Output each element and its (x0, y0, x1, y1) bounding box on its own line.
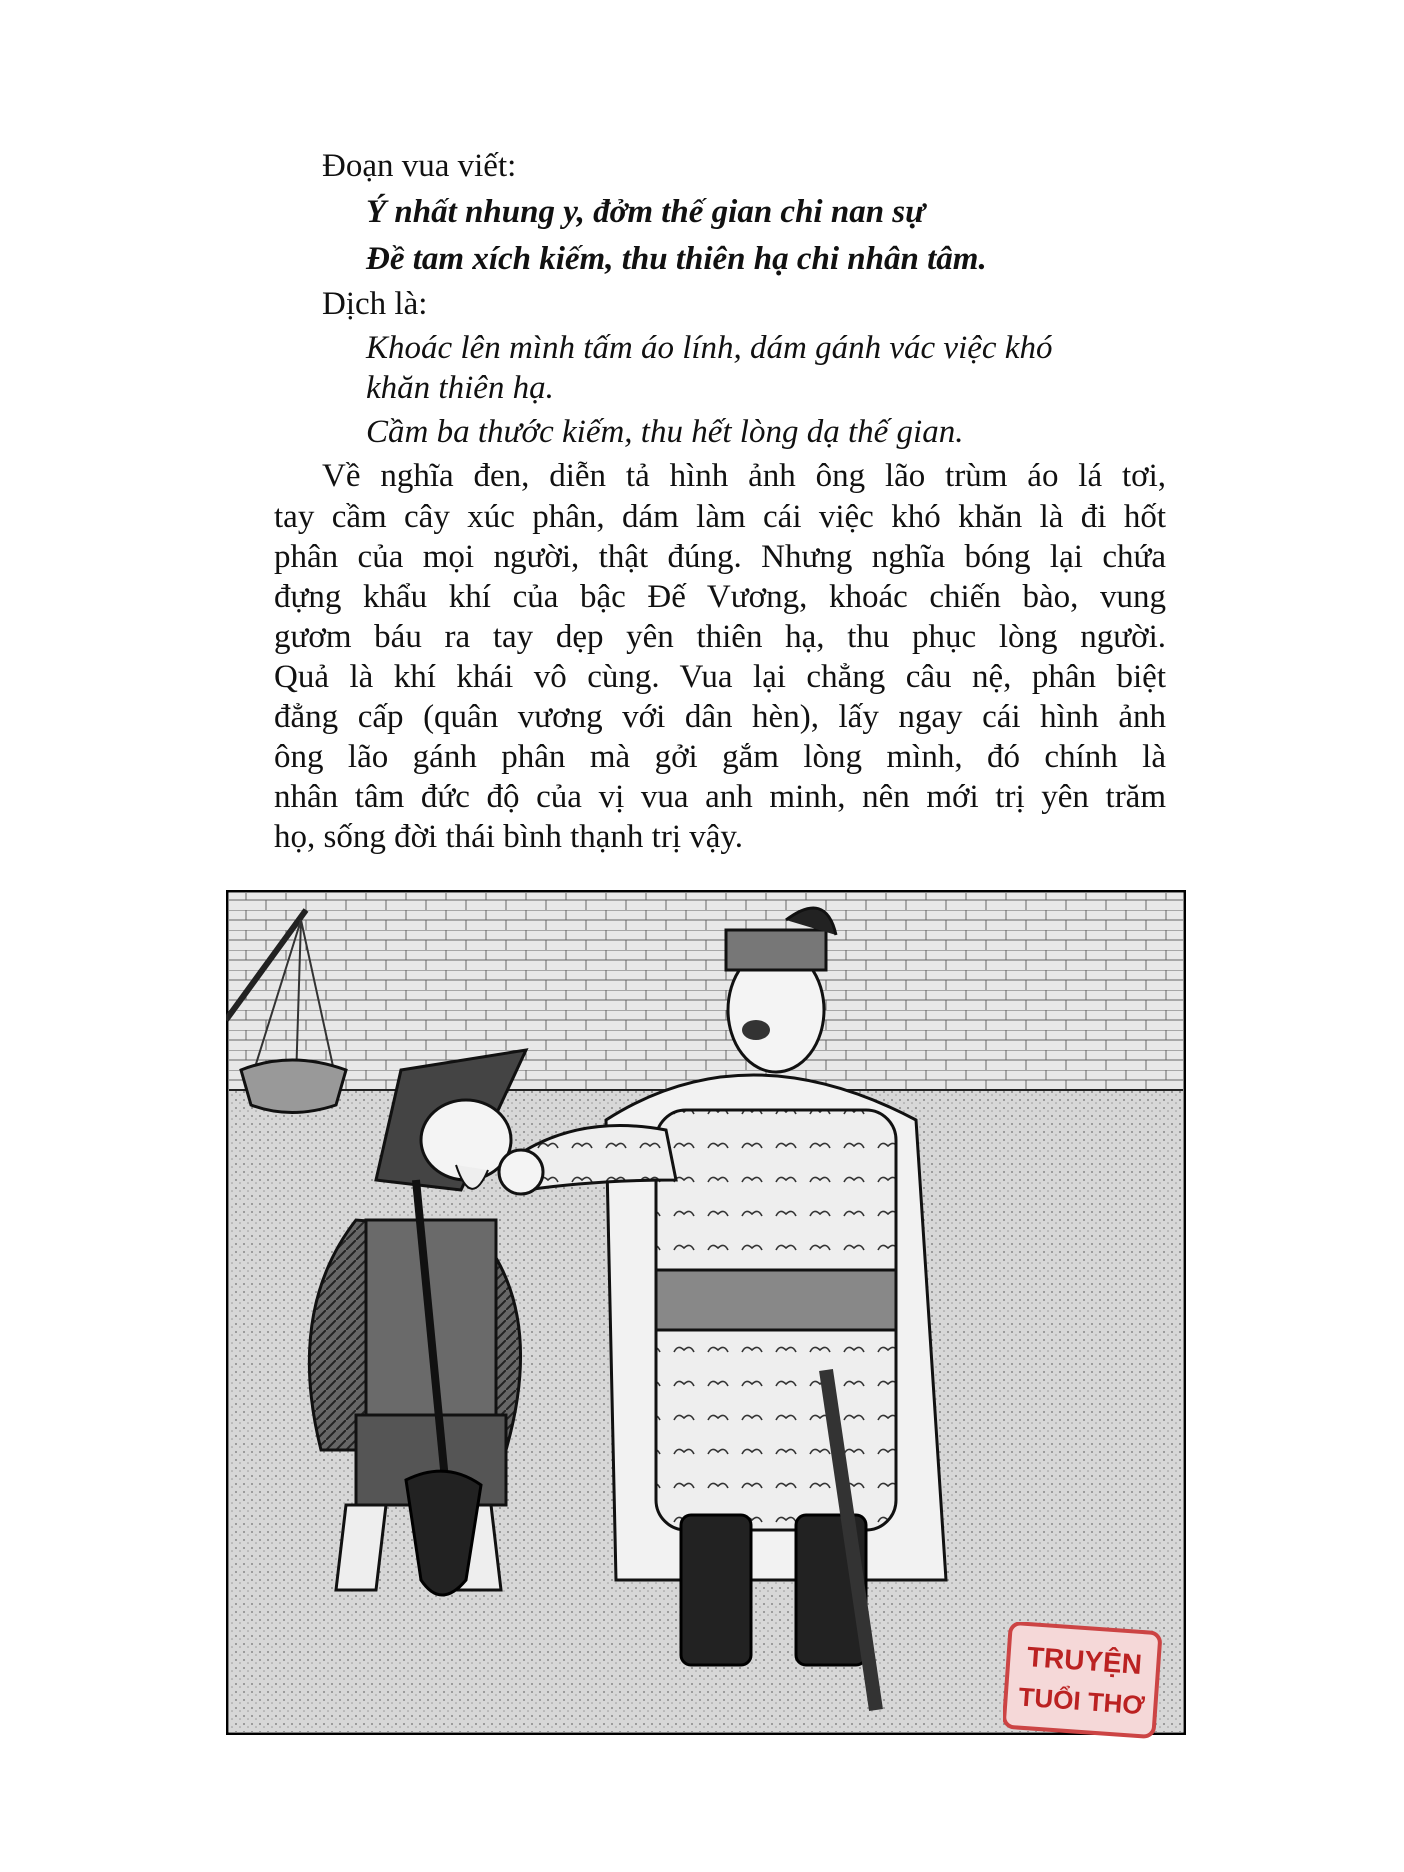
poem-translation-line-3: Cầm ba thước kiếm, thu hết lòng dạ thế gian. (366, 414, 964, 450)
watermark-line-1: TRUYỆN (1025, 1641, 1143, 1681)
commentary-line: Về nghĩa đen, diễn tả hình ảnh ông lão trùm áo lá tơi, (322, 458, 1166, 494)
poem-translation-line-2: khăn thiên hạ. (366, 370, 554, 406)
poem-original-line-2: Đề tam xích kiếm, thu thiên hạ chi nhân tâm. (366, 241, 987, 277)
poem-original-line-1: Ý nhất nhung y, đởm thế gian chi nan sự (366, 194, 925, 230)
commentary-line: phân của mọi người, thật đúng. Nhưng nghĩa bóng lại chứa (274, 539, 1166, 575)
king-headband (726, 930, 826, 970)
commentary-line: Quả là khí khái vô cùng. Vua lại chẳng câu nệ, phân biệt (274, 659, 1166, 695)
king-belt (656, 1270, 896, 1330)
brick-wall (229, 893, 1183, 1093)
commentary-line: gươm báu ra tay dẹp yên thiên hạ, thu phục lòng người. (274, 619, 1166, 655)
watermark-line-2: TUỔI THƠ (1017, 1681, 1146, 1721)
commentary-line: đẳng cấp (quân vương với dân hèn), lấy ngay cái hình ảnh (274, 699, 1166, 735)
truyen-tuoi-tho-watermark (1003, 1622, 1163, 1740)
commentary-line: ông lão gánh phân mà gởi gắm lòng mình, đó chính là (274, 739, 1166, 775)
commentary-line: đựng khẩu khí của bậc Đế Vương, khoác chiến bào, vung (274, 579, 1166, 615)
commentary-line: tay cầm cây xúc phân, dám làm cái việc khó khăn là đi hốt (274, 499, 1166, 535)
commentary-line: họ, sống đời thái bình thạnh trị vậy. (274, 819, 744, 855)
commentary-line: nhân tâm đức độ của vị vua anh minh, nên mới trị yên trăm (274, 779, 1166, 815)
comic-illustration (226, 890, 1186, 1735)
translation-label: Dịch là: (322, 286, 428, 322)
intro-label: Đoạn vua viết: (322, 148, 517, 184)
king-boot-left (681, 1515, 751, 1665)
poem-translation-line-1: Khoác lên mình tấm áo lính, dám gánh vác việc khó (366, 330, 1053, 366)
king-hand (499, 1150, 543, 1194)
